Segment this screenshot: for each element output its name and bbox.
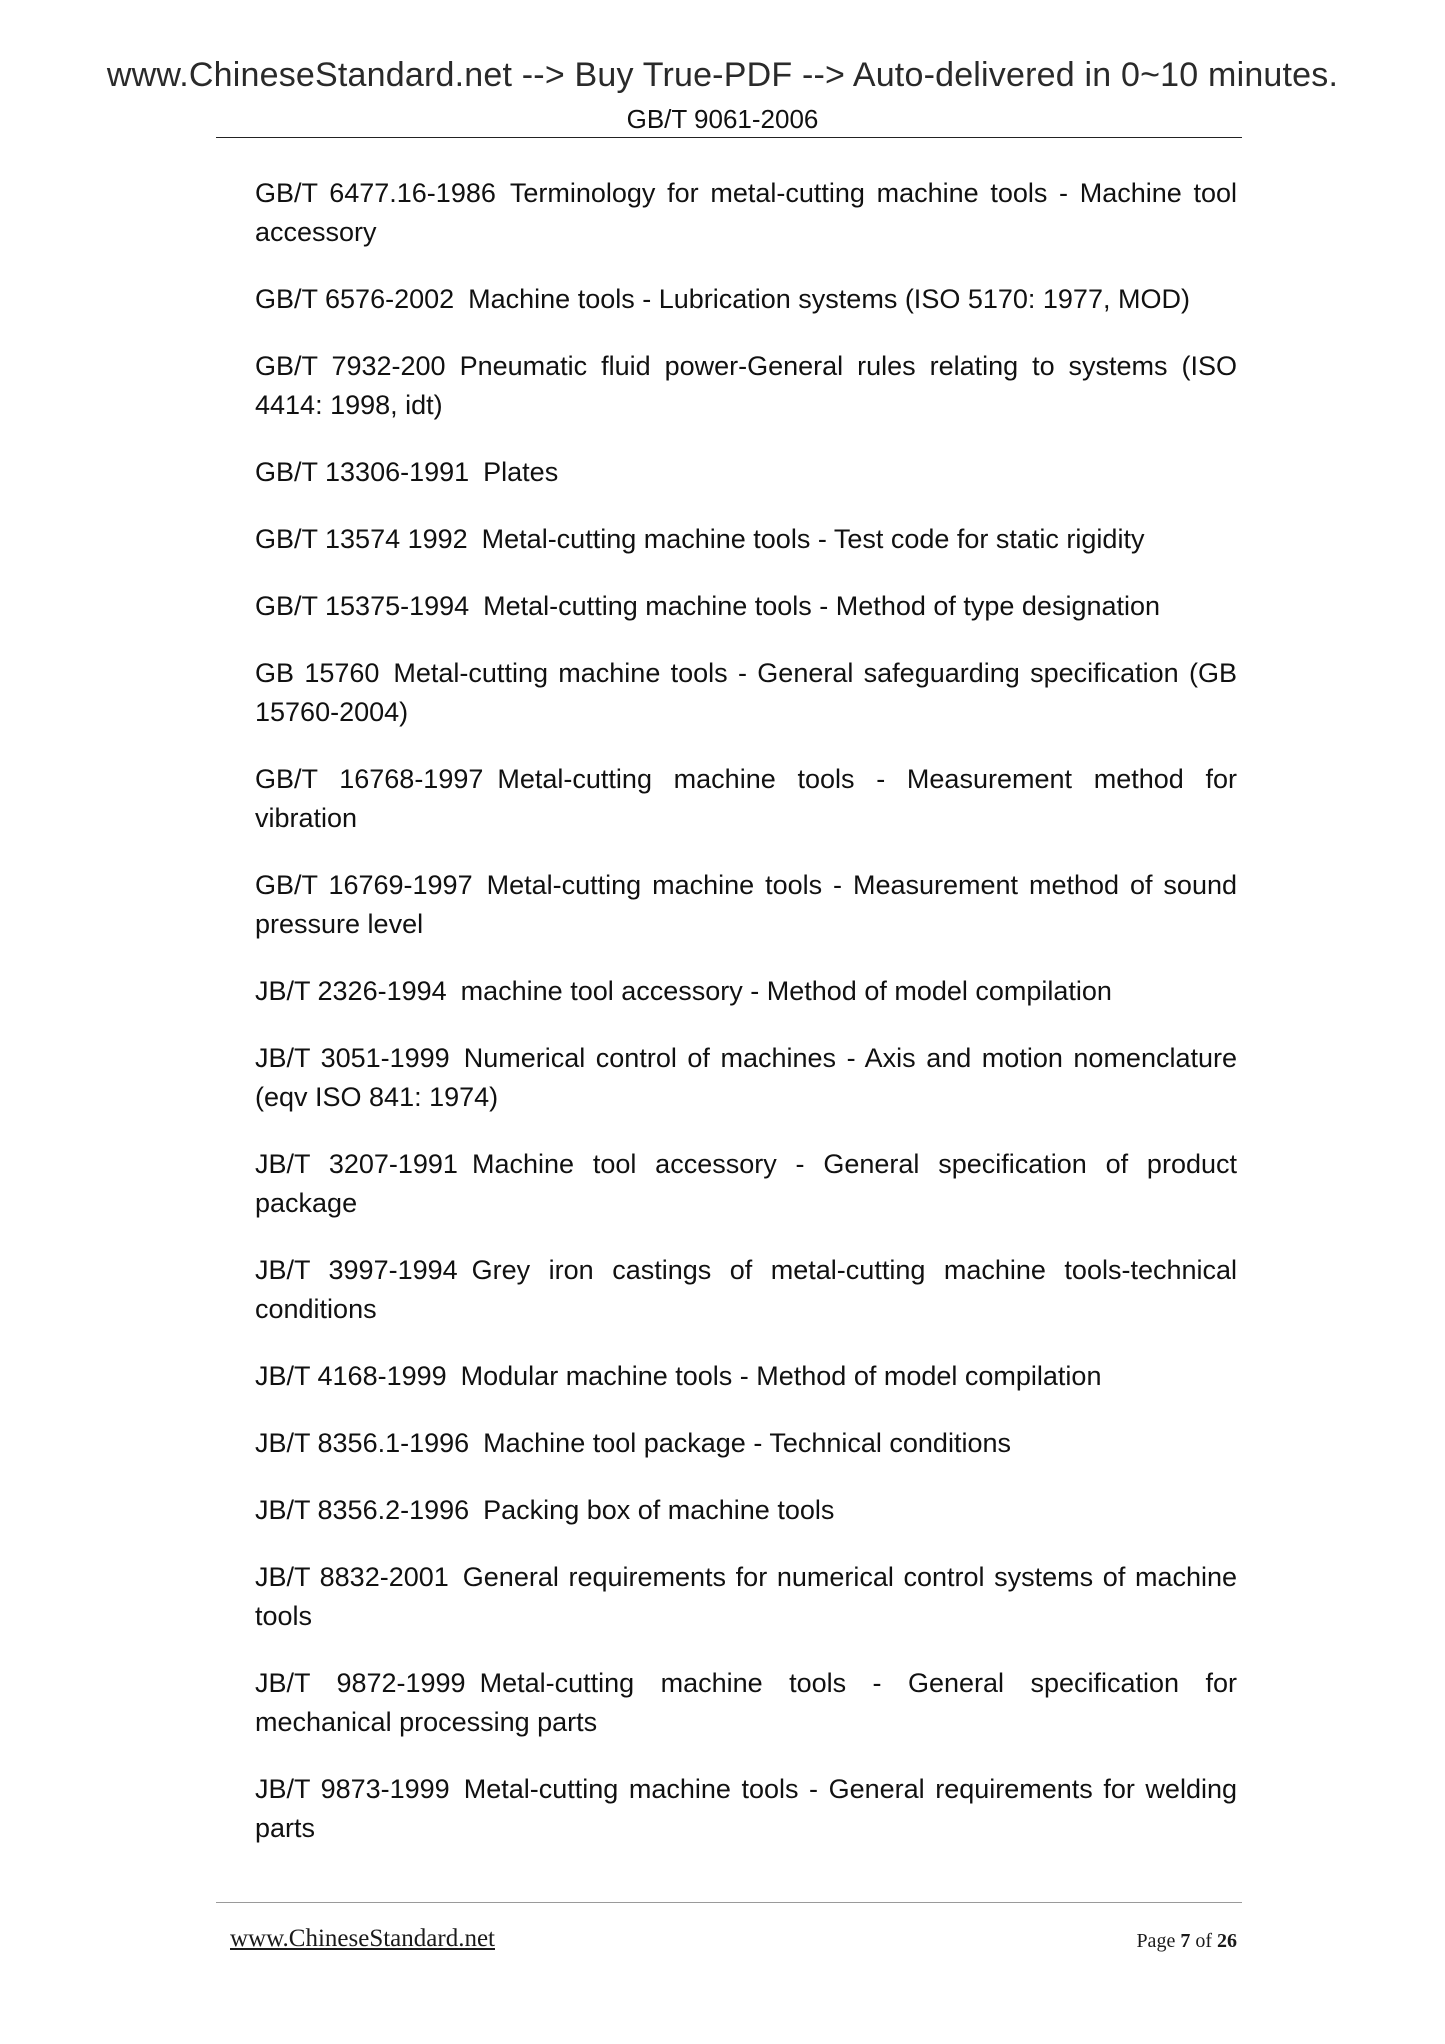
footer-divider xyxy=(216,1902,1242,1903)
reference-code: GB/T 7932-200 xyxy=(255,351,446,381)
reference-title: Machine tools - Lubrication systems (ISO 5170: 1977, MOD) xyxy=(468,284,1190,314)
footer-site-link[interactable]: www.ChineseStandard.net xyxy=(230,1925,495,1952)
reference-title: Metal-cutting machine tools - General safeguarding specification (GB 15760-2004) xyxy=(255,658,1237,727)
page-number xyxy=(1136,1930,1237,1953)
reference-item xyxy=(255,1145,1237,1223)
reference-item xyxy=(255,453,1237,492)
reference-item xyxy=(255,1251,1237,1329)
reference-title: Metal-cutting machine tools - General specification for mechanical processing parts xyxy=(255,1668,1237,1737)
reference-code: JB/T 9873-1999 xyxy=(255,1774,450,1804)
page-of-label: of xyxy=(1195,1930,1212,1952)
page-label: Page xyxy=(1136,1930,1176,1952)
reference-code: JB/T 9872-1999 xyxy=(255,1668,466,1698)
site-banner: www.ChineseStandard.net --> Buy True-PDF --> Auto-delivered in 0~10 minutes. xyxy=(106,56,1339,94)
reference-title: Metal-cutting machine tools - Test code for static rigidity xyxy=(481,524,1145,554)
reference-title: Metal-cutting machine tools - General requirements for welding parts xyxy=(255,1774,1237,1843)
reference-item xyxy=(255,587,1237,626)
reference-code: JB/T 3997-1994 xyxy=(255,1255,458,1285)
reference-item xyxy=(255,1424,1237,1463)
reference-item xyxy=(255,520,1237,559)
reference-code: JB/T 4168-1999 xyxy=(255,1361,447,1391)
reference-title: Modular machine tools - Method of model compilation xyxy=(460,1361,1102,1391)
reference-item xyxy=(255,1039,1237,1117)
reference-title: Grey iron castings of metal-cutting machine tools-technical conditions xyxy=(255,1255,1238,1324)
reference-code: JB/T 8356.1-1996 xyxy=(255,1428,470,1458)
header-divider xyxy=(216,137,1242,138)
reference-code: JB/T 3207-1991 xyxy=(255,1149,458,1179)
reference-code: GB/T 16768-1997 xyxy=(255,764,484,794)
reference-code: GB/T 13306-1991 xyxy=(255,457,470,487)
reference-code: JB/T 8832-2001 xyxy=(255,1562,449,1592)
reference-item xyxy=(255,972,1237,1011)
reference-item xyxy=(255,1357,1237,1396)
reference-item xyxy=(255,1664,1237,1742)
reference-item xyxy=(255,654,1237,732)
reference-title: General requirements for numerical control systems of machine tools xyxy=(255,1562,1238,1631)
reference-code: GB/T 13574 1992 xyxy=(255,524,468,554)
reference-title: Pneumatic fluid power-General rules relating to systems (ISO 4414: 1998, idt) xyxy=(255,351,1238,420)
reference-title: Metal-cutting machine tools - Measurement method for vibration xyxy=(255,764,1238,833)
reference-title: Terminology for metal-cutting machine tools - Machine tool accessory xyxy=(255,178,1238,247)
reference-title: Plates xyxy=(483,457,559,487)
reference-item xyxy=(255,1491,1237,1530)
reference-code: JB/T 8356.2-1996 xyxy=(255,1495,470,1525)
reference-item xyxy=(255,280,1237,319)
reference-code: JB/T 3051-1999 xyxy=(255,1043,450,1073)
reference-code: GB/T 16769-1997 xyxy=(255,870,473,900)
reference-item xyxy=(255,1770,1237,1848)
reference-code: GB/T 15375-1994 xyxy=(255,591,470,621)
reference-title: Numerical control of machines - Axis and motion nomenclature (eqv ISO 841: 1974) xyxy=(255,1043,1238,1112)
reference-code: GB/T 6477.16-1986 xyxy=(255,178,496,208)
reference-title: machine tool accessory - Method of model compilation xyxy=(460,976,1112,1006)
reference-code: GB/T 6576-2002 xyxy=(255,284,455,314)
reference-code: GB 15760 xyxy=(255,658,380,688)
page-current: 7 xyxy=(1180,1930,1191,1952)
reference-item xyxy=(255,866,1237,944)
reference-item xyxy=(255,347,1237,425)
standard-code: GB/T 9061-2006 xyxy=(626,104,819,134)
reference-item xyxy=(255,1558,1237,1636)
reference-title: Metal-cutting machine tools - Measurement method of sound pressure level xyxy=(255,870,1237,939)
reference-item xyxy=(255,760,1237,838)
reference-item xyxy=(255,174,1237,252)
reference-title: Machine tool package - Technical conditions xyxy=(483,1428,1011,1458)
reference-title: Machine tool accessory - General specification of product package xyxy=(255,1149,1237,1218)
normative-references-list xyxy=(255,174,1237,1876)
page-total: 26 xyxy=(1217,1930,1237,1952)
reference-title: Metal-cutting machine tools - Method of type designation xyxy=(483,591,1161,621)
reference-code: JB/T 2326-1994 xyxy=(255,976,447,1006)
reference-title: Packing box of machine tools xyxy=(483,1495,835,1525)
